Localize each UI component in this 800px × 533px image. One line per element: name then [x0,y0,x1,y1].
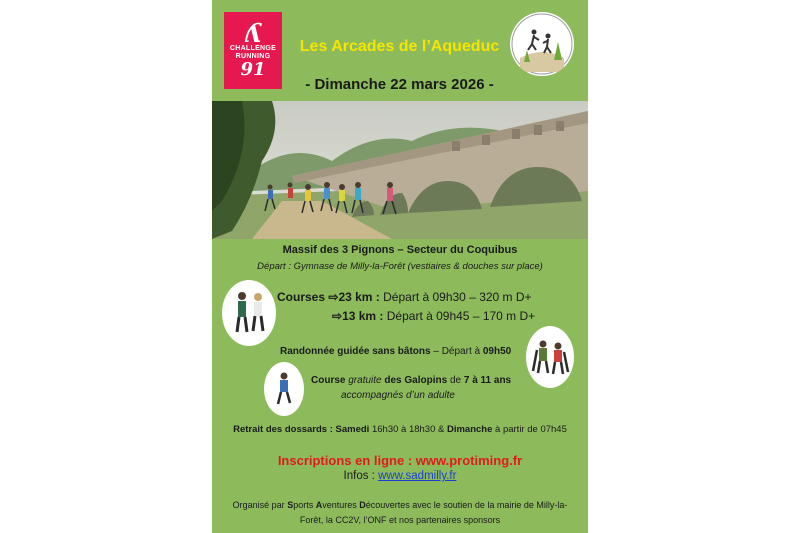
galopins-word-gratuite: gratuite [348,375,382,386]
hikers-photo-oval [526,326,574,388]
galopins-line-1 [311,375,511,386]
sad-emblem-icon [510,12,574,76]
course-23km-distance: 23 km : [338,290,380,304]
footer-initial-s: S [287,500,294,510]
courses-line-2 [332,309,535,323]
footer-initial-d: D [359,500,366,510]
galopins-word-galopins: des Galopins [381,375,448,386]
footer-text: ventures [322,500,360,510]
arrow-right-icon: ⇨ [332,309,343,323]
rando-time: 09h50 [482,346,512,357]
child-runner-illustration [264,362,304,416]
infos-line [212,470,588,482]
retrait-samedi-hours: 16h30 à 18h30 & [369,424,447,435]
infos-label: Infos : [343,470,379,482]
location-line: Massif des 3 Pignons – Secteur du Coquibus [282,244,518,256]
course-13km-distance: 13 km : [342,309,384,323]
footer-line-1 [212,500,588,510]
depart-line: Départ : Gymnase de Milly-la-Forêt (vestiaires & douches sur place) [257,261,543,272]
galopins-photo-oval [264,362,304,416]
arrow-right-icon: ⇨ [328,290,339,304]
courses-label: Courses [277,290,326,304]
logo-text-running: RUNNING [235,52,271,60]
poster [212,0,588,533]
sadmilly-link[interactable]: www.sadmilly.fr [378,470,457,482]
hikers-illustration [526,326,574,388]
event-date: - Dimanche 22 mars 2026 - [305,76,494,93]
rando-depart: – Départ à [430,346,483,357]
galopins-line-2: accompagnés d’un adulte [341,390,455,401]
event-title: Les Arcades de l’Aqueduc [299,38,500,55]
galopins-age-range: 7 à 11 ans [463,375,512,386]
footer-text: écouvertes avec le soutien de la mairie de Milly-la- [365,500,568,510]
retrait-dimanche-hours: à partir de 07h45 [492,424,567,435]
rando-line [280,346,511,357]
sports-aventures-decouvertes-logo [510,12,574,76]
footer-text: ports [293,500,316,510]
galopins-word-course: Course [311,375,349,386]
runner-mark-icon: ʎ [244,18,262,49]
challenge-running-91-logo [224,12,282,89]
course-13km-detail: Départ à 09h45 – 170 m D+ [383,309,536,323]
courses-line-1 [277,290,532,304]
footer-initial-a: A [315,500,323,510]
inscriptions-line[interactable]: Inscriptions en ligne : www.protiming.fr [277,453,523,468]
rando-label: Randonnée guidée sans bâtons [280,346,431,357]
two-runners-illustration [222,280,276,346]
aqueduct-runners-painting [212,101,588,239]
runners-photo-oval [222,280,276,346]
footer-text: Organisé par [232,500,288,510]
galopins-word-de: de [447,375,464,386]
logo-text-challenge: CHALLENGE [229,44,277,52]
retrait-dimanche: Dimanche [446,424,493,435]
retrait-line [212,424,588,435]
logo-number: 91 [240,58,266,80]
retrait-label: Retrait des dossards : Samedi [233,424,370,435]
footer-line-2: Forêt, la CC2V, l’ONF et nos partenaires sponsors [299,515,501,525]
course-23km-detail: Départ à 09h30 – 320 m D+ [379,290,532,304]
